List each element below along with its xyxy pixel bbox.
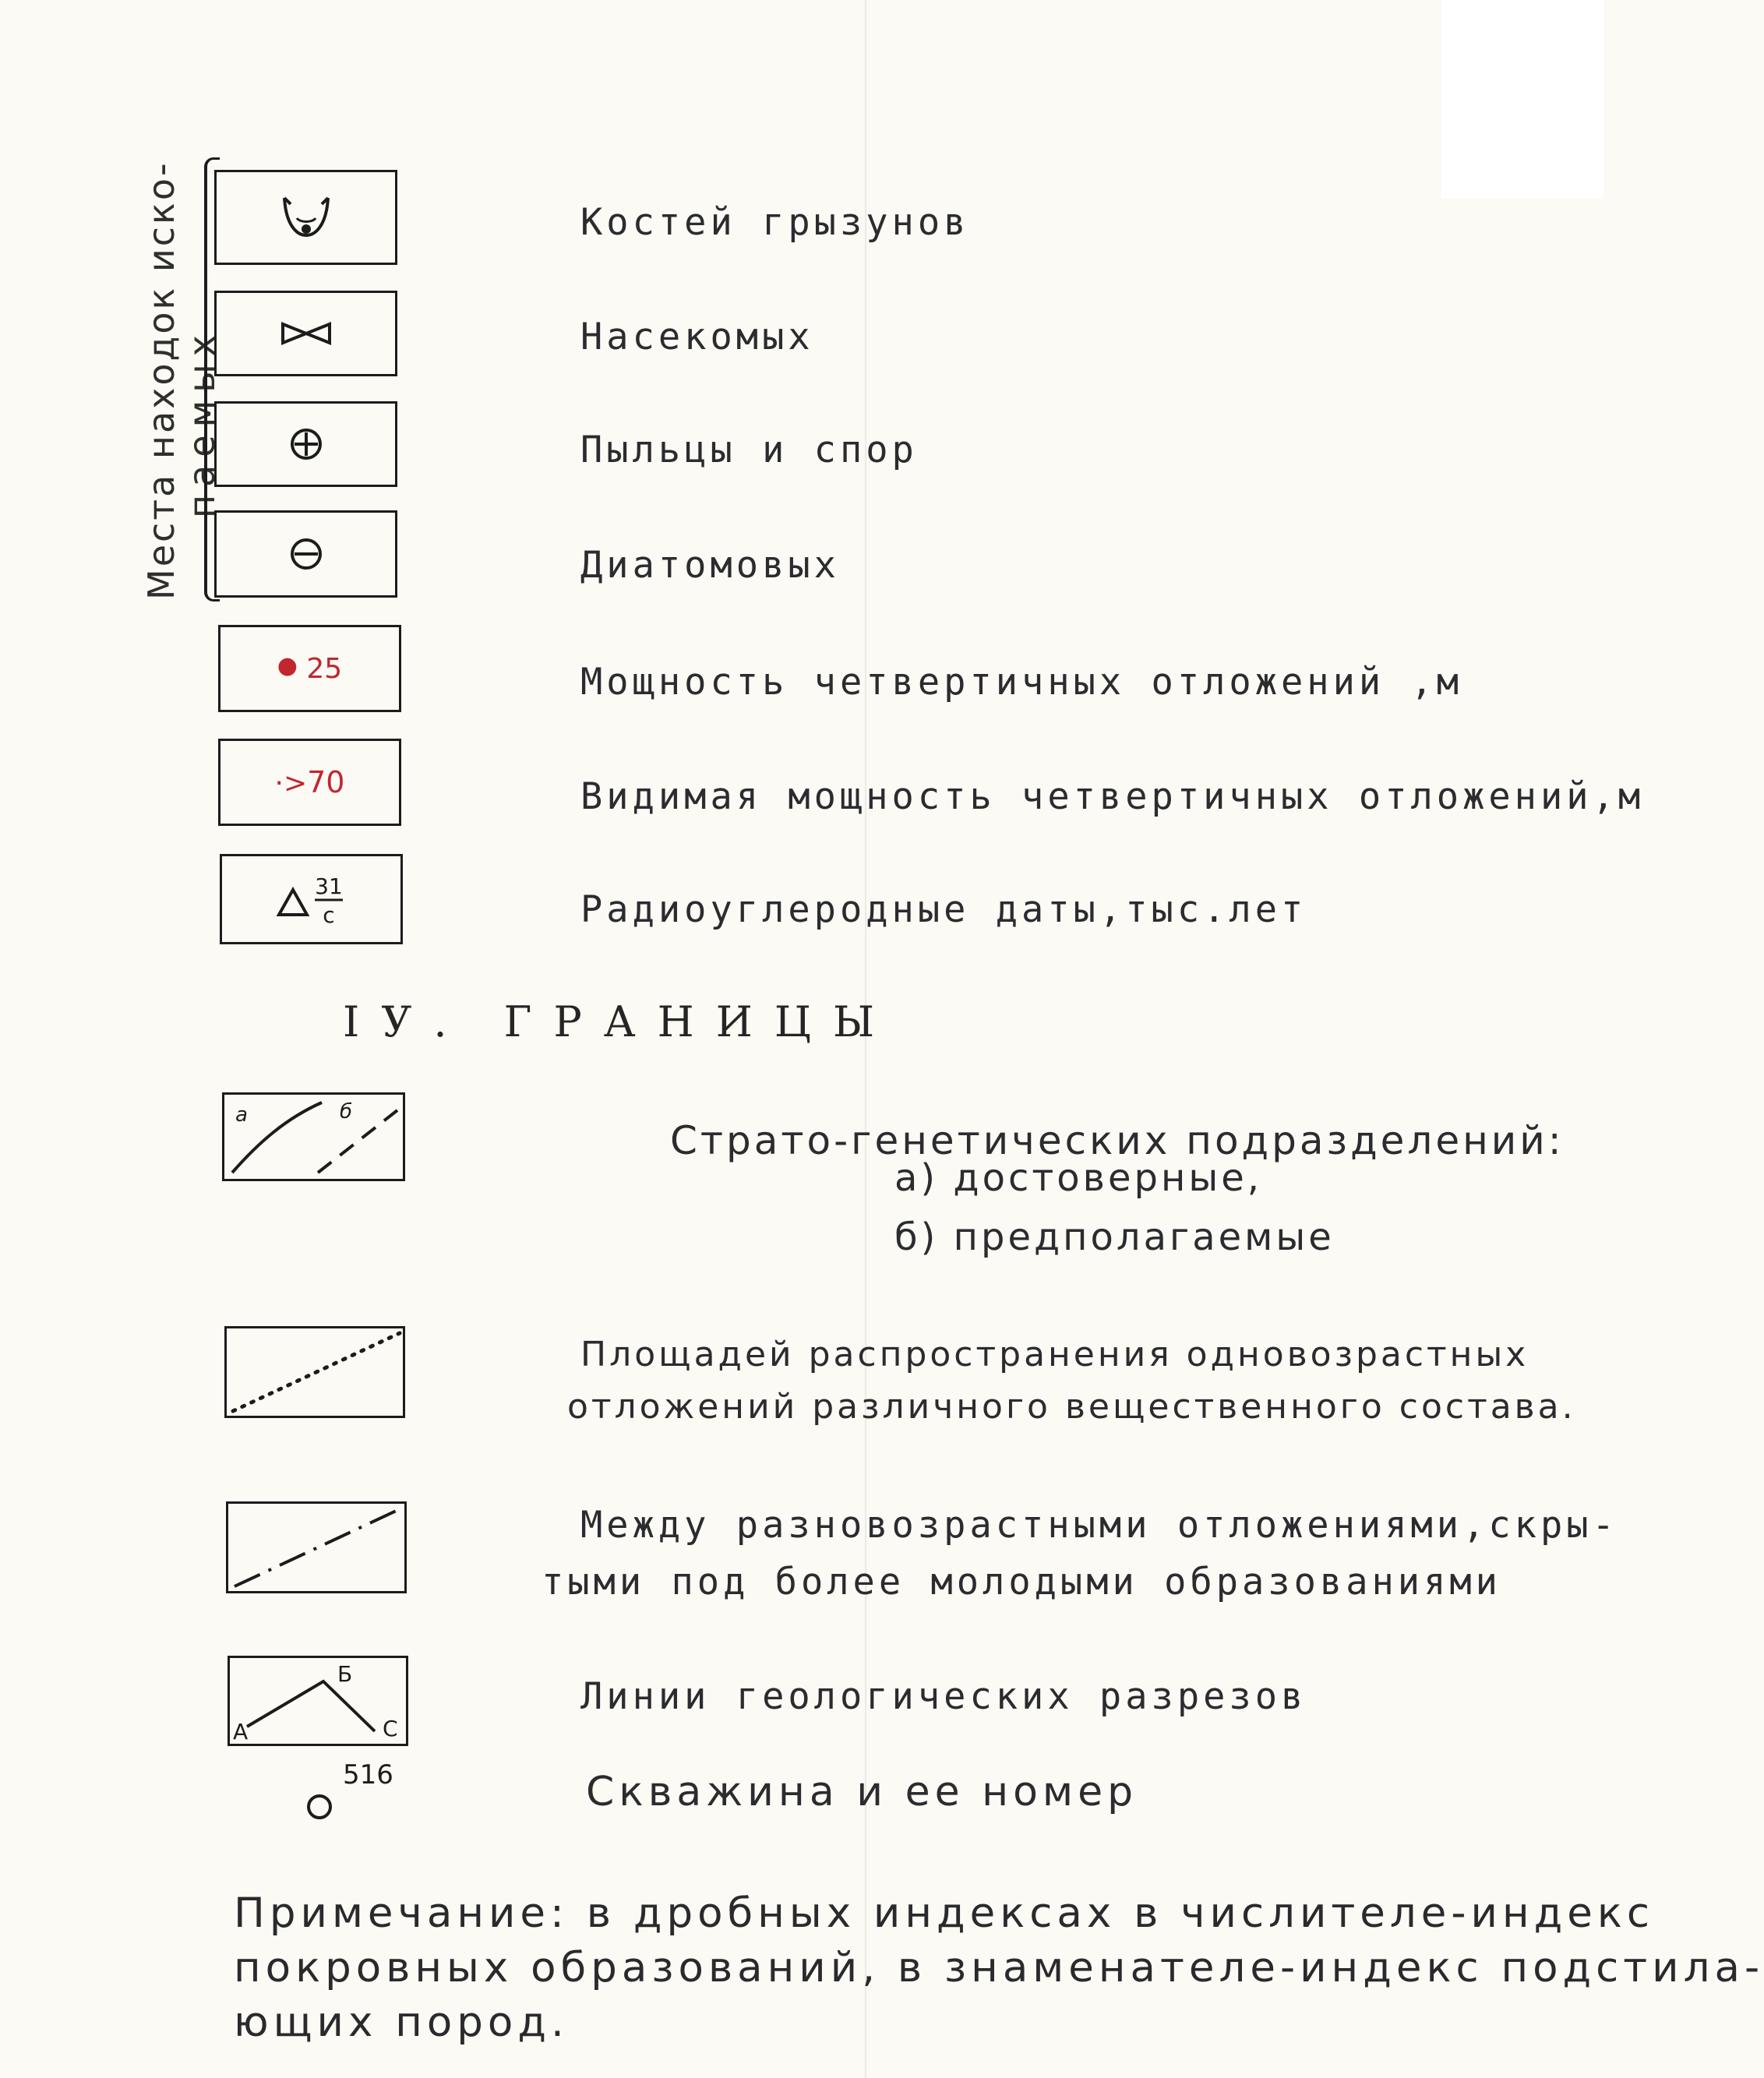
legend-box-thickness [218, 625, 401, 712]
radiocarbon-numerator: 31 [314, 873, 343, 899]
legend-text-pollen: Пыльцы и спор [580, 429, 918, 471]
paper-edge [1441, 0, 1603, 199]
dash-dot-boundary-sample [228, 1504, 404, 1591]
legend-box-diatoms [214, 510, 397, 598]
section-point-a: А [233, 1719, 249, 1745]
section-point-b: Б [337, 1661, 353, 1687]
triangle-icon [279, 890, 307, 915]
legend-box-rodent-bones [214, 170, 397, 265]
legend-box-section-lines [228, 1656, 408, 1746]
area-boundaries-line1: Площадей распространения одновозрастных [580, 1335, 1529, 1374]
diatom-icon [287, 534, 326, 573]
strato-mark-b: б [340, 1100, 353, 1124]
legend-box-visible-thickness [218, 739, 401, 826]
legend-text-visible-thickness: Видимая мощность четвертичных отложений,м [580, 775, 1645, 818]
well-circle-icon [309, 1796, 330, 1818]
insect-icon [279, 318, 333, 349]
legend-text-rodent-bones: Костей грызунов [580, 201, 970, 244]
section-lines-text: Линии геологических разрезов [580, 1675, 1307, 1718]
finds-group-label-line2: паемых [181, 327, 223, 518]
strato-option-a: а) достоверные, [894, 1156, 1263, 1200]
pollen-spores-icon [287, 425, 326, 464]
note-line2: покровных образований, в знаменателе-индекс подстила- [234, 1944, 1764, 1992]
area-boundaries-line2: отложений различного вещественного состава. [567, 1387, 1576, 1427]
dotted-boundary-sample [227, 1328, 403, 1416]
hidden-boundaries-line2: тыми под более молодыми образованиями [542, 1561, 1501, 1603]
well-text: Скважина и ее номер [586, 1769, 1138, 1815]
note-line3: ющих пород. [234, 1999, 569, 2046]
note-line1: Примечание: в дробных индексах в числителе-индекс [234, 1889, 1655, 1937]
well-number: 516 [343, 1759, 393, 1790]
strato-mark-a: а [235, 1103, 248, 1127]
strato-title: Страто-генетических подразделений: [670, 1118, 1565, 1163]
dashed-boundary-line [318, 1110, 397, 1173]
section-heading: IУ. ГРАНИЦЫ [343, 997, 897, 1046]
well-symbol [302, 1757, 411, 1827]
visible-thickness-value: 70 [307, 765, 345, 799]
section-point-c: С [383, 1716, 398, 1741]
legend-box-hidden-boundaries [226, 1501, 407, 1593]
legend-box-strato-boundaries [222, 1092, 405, 1181]
legend-box-insects [214, 291, 397, 376]
thickness-sample: ● 25 [277, 651, 343, 685]
legend-text-diatoms: Диатомовых [580, 544, 840, 587]
legend-text-thickness: Мощность четвертичных отложений ,м [580, 661, 1463, 704]
visible-thickness-sample: ·>70 [274, 765, 345, 799]
finds-group-label-line1: Места находок иско- [140, 161, 182, 600]
strato-option-b: б) предполагаемые [894, 1215, 1335, 1259]
strato-boundary-sample [224, 1095, 403, 1179]
hidden-boundaries-line1: Между разновозрастными отложениями,скры- [580, 1504, 1618, 1547]
radiocarbon-symbol [265, 868, 358, 930]
radiocarbon-denominator: с [322, 902, 335, 928]
finds-group-label [140, 161, 182, 600]
legend-box-area-boundaries [224, 1326, 405, 1418]
legend-text-insects: Насекомых [580, 316, 814, 358]
legend-box-pollen [214, 401, 397, 487]
thickness-value: 25 [306, 652, 343, 685]
section-line-sample [230, 1658, 406, 1744]
legend-text-radiocarbon: Радиоуглеродные даты,тыс.лет [580, 888, 1307, 931]
rodent-bones-icon [275, 190, 337, 245]
legend-box-radiocarbon [220, 854, 403, 944]
